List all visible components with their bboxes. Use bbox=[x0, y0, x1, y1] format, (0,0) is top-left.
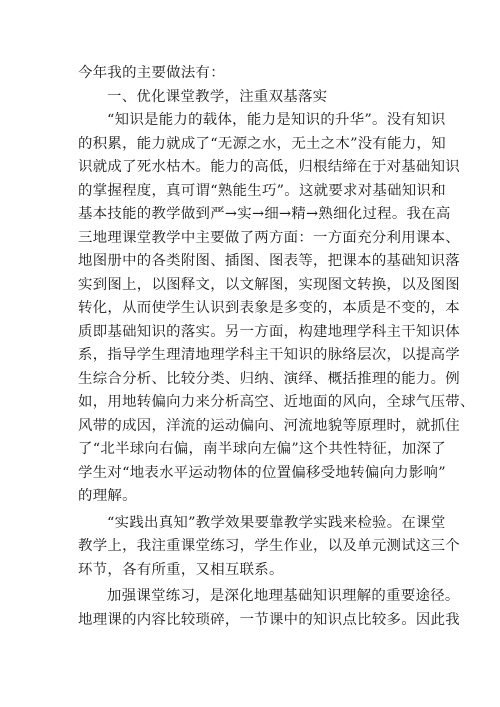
paragraph-line: 加强课堂练习，是深化地理基础知识理解的重要途径。 bbox=[107, 588, 460, 604]
paragraph-line: 生综合分析、比较分类、归纳、演绎、概括推理的能力。例 bbox=[78, 370, 460, 387]
paragraph-line: 三地理课堂教学中主要做了两方面：一方面充分利用课本、 bbox=[78, 229, 460, 246]
section-heading: 一、优化课堂教学，注重双基落实 bbox=[107, 88, 328, 105]
paragraph-line: 风带的成因，洋流的运动偏向、河流地貌等原理时，就抓住 bbox=[78, 417, 460, 434]
paragraph-line: 的积累，能力就成了“无源之水，无土之木”没有能力，知 bbox=[78, 135, 446, 152]
paragraph-line: “实践出真知”教学效果要靠教学实践来检验。在课堂 bbox=[107, 514, 446, 531]
paragraph-line: 质即基础知识的落实。另一方面，构建地理学科主干知识体 bbox=[78, 323, 460, 340]
paragraph-line: 基本技能的教学做到严→实→细→精→熟细化过程。我在高 bbox=[78, 206, 451, 222]
paragraph-line: 学生对“地表水平运动物体的位置偏移受地转偏向力影响” bbox=[78, 464, 446, 481]
paragraph-line: 地理课的内容比较琐碎，一节课中的知识点比较多。因此我 bbox=[78, 611, 460, 628]
paragraph-line: 系，指导学生理清地理学科主干知识的脉络层次，以提高学 bbox=[78, 347, 460, 363]
paragraph-intro: 今年我的主要做法有： bbox=[78, 65, 225, 81]
paragraph-line: 的理解。 bbox=[78, 488, 137, 504]
paragraph-line: 的掌握程度，真可谓“熟能生巧”。这就要求对基础知识和 bbox=[78, 182, 446, 199]
paragraph-line: “知识是能力的载体，能力是知识的升华”。没有知识 bbox=[107, 112, 446, 128]
document-body bbox=[78, 62, 475, 632]
paragraph-line: 了“北半球向右偏，南半球向左偏”这个共性特征，加深了 bbox=[78, 441, 446, 457]
paragraph-line: 地图册中的各类附图、插图、图表等，把课本的基础知识落 bbox=[78, 253, 460, 269]
paragraph-line: 识就成了死水枯木。能力的高低，归根结缔在于对基础知识 bbox=[78, 159, 460, 175]
paragraph-line: 转化，从而使学生认识到表象是多变的，本质是不变的，本 bbox=[78, 300, 460, 316]
paragraph-line: 教学上，我注重课堂练习，学生作业，以及单元测试这三个 bbox=[78, 538, 460, 554]
paragraph-line: 环节，各有所重，又相互联系。 bbox=[78, 561, 284, 578]
paragraph-line: 实到图上，以图释文，以文解图，实现图文转换，以及图图 bbox=[78, 276, 460, 293]
paragraph-line: 如，用地转偏向力来分析高空、近地面的风向，全球气压带、 bbox=[78, 394, 475, 410]
